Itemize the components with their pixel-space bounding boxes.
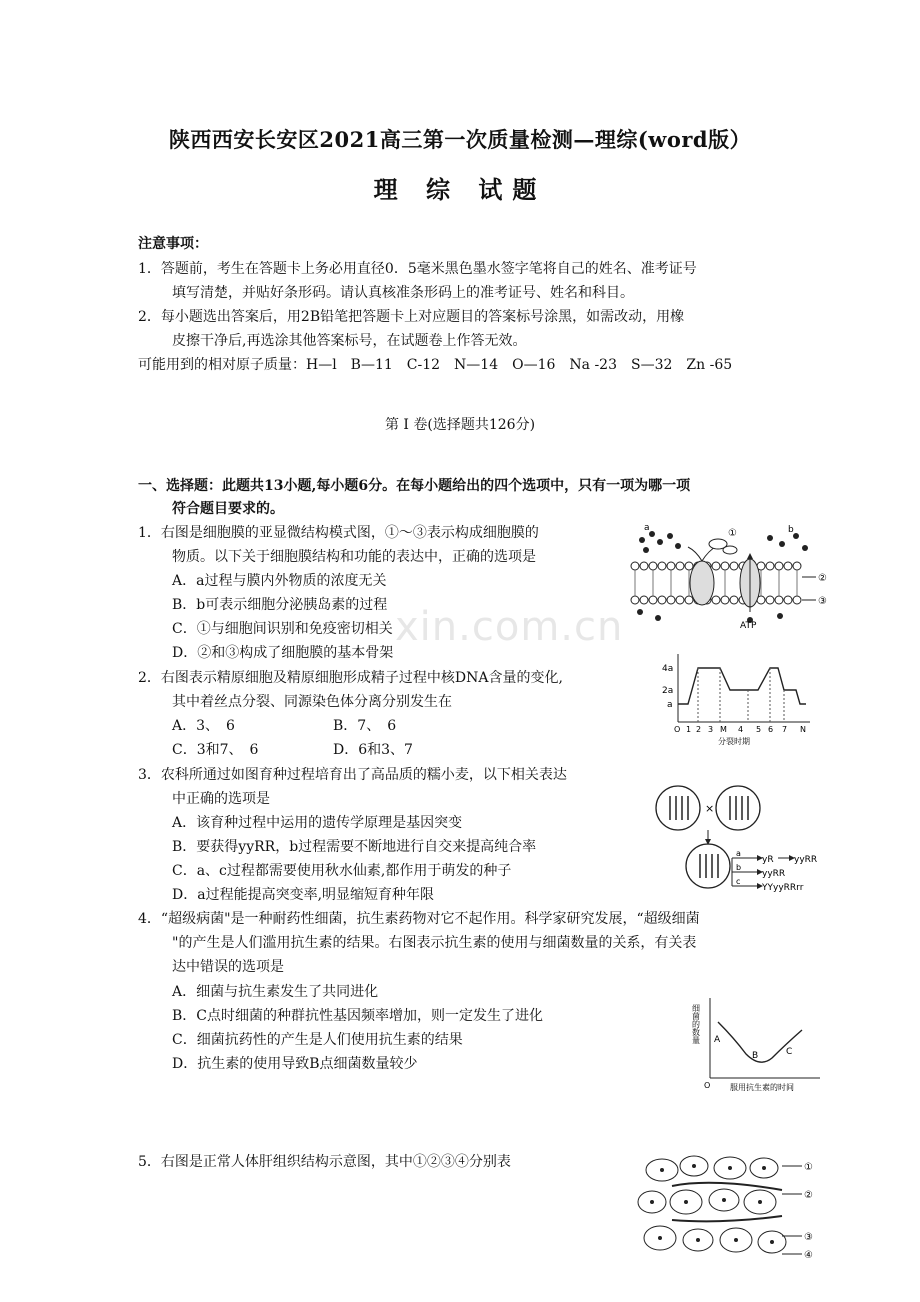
note-1-line-2: 填写清楚，并贴好条形码。请认真核准条形码上的准考证号、姓名和科目。 (172, 285, 634, 301)
q2-stem-line-1: 2．右图表示精原细胞及精原细胞形成精子过程中核DNA含量的变化, (138, 670, 563, 686)
q2-x-label-n: N (800, 725, 806, 734)
q4-x-axis-title: 服用抗生素的时间 (730, 1083, 794, 1092)
q3-stem-line-2: 中正确的选项是 (172, 791, 270, 807)
q1-option-a: A．a过程与膜内外物质的浓度无关 (172, 573, 387, 589)
note-2-line-2: 皮擦干净后,再选涂其他答案标号，在试题卷上作答无效。 (172, 333, 527, 349)
q1-option-b: B．b可表示细胞分泌胰岛素的过程 (172, 597, 388, 613)
q1-fig-label-3: ③ (818, 596, 827, 607)
q4-option-a: A．细菌与抗生素发生了共同进化 (172, 984, 379, 1000)
q1-fig-label-1: ① (728, 528, 737, 539)
q2-x-label-3: 3 (708, 725, 714, 734)
q5-label-4: ④ (804, 1250, 813, 1261)
q2-option-d: D．6和3、7 (333, 742, 413, 758)
q2-x-label-5: 5 (756, 725, 762, 734)
q1-option-d: D．②和③构成了细胞膜的基本骨架 (172, 645, 394, 661)
q4-point-a: A (714, 1035, 721, 1045)
q4-origin: O (704, 1081, 711, 1090)
q4-y-axis-title: 细菌的数量 (691, 1004, 701, 1044)
q1-stem-line-1: 1．右图是细胞膜的亚显微结构模式图，①～③表示构成细胞膜的 (138, 525, 539, 541)
q3-label-c: c (736, 877, 741, 886)
q3-label-yyyyrrrr: YYyyRRrr (762, 883, 804, 893)
q4-option-d: D．抗生素的使用导致B点细菌数量较少 (172, 1056, 418, 1072)
q5-label-3: ③ (804, 1232, 813, 1243)
q3-label-yyrr-a: yyRR (794, 855, 818, 865)
q1-stem-line-2: 物质。以下关于细胞膜结构和功能的表达中，正确的选项是 (172, 549, 536, 565)
q2-x-axis-title: 分裂时期 (718, 737, 750, 746)
q1-membrane-figure (630, 522, 830, 632)
q2-x-label-7: 7 (782, 725, 788, 734)
exam-subtitle: 理 综 试题 (373, 175, 547, 204)
q3-option-c: C．a、c过程都需要使用秋水仙素,都作用于萌发的种子 (172, 863, 512, 879)
q2-x-label-1: 1 (686, 725, 692, 734)
q3-option-b: B．要获得yyRR，b过程需要不断地进行自交来提高纯合率 (172, 839, 537, 855)
q3-breeding-figure (650, 778, 828, 898)
section-intro-line-2: 符合题目要求的。 (172, 501, 284, 517)
q4-point-b: B (752, 1051, 759, 1061)
q5-stem-line-1: 5．右图是正常人体肝组织结构示意图，其中①②③④分别表 (138, 1154, 511, 1170)
q5-liver-figure (632, 1150, 822, 1268)
q3-cross-symbol: × (705, 802, 715, 815)
watermark: xin.com.cn (395, 604, 624, 650)
q5-label-1: ① (804, 1162, 813, 1173)
q1-fig-label-a: a (644, 523, 650, 533)
exam-title: 陕西西安长安区2021高三第一次质量检测—理综(word版） (168, 127, 752, 152)
q1-fig-label-b: b (788, 525, 794, 535)
q2-y-label-a: a (667, 700, 673, 710)
q2-x-label-m: M (720, 725, 727, 734)
notes-heading: 注意事项： (138, 236, 208, 252)
q2-dna-chart (660, 650, 820, 748)
section-title: 第 Ⅰ 卷(选择题共126分) (384, 417, 536, 433)
note-2-line-1: 2．每小题选出答案后，用2B铅笔把答题卡上对应题目的答案标号涂黑，如需改动，用橡 (138, 309, 685, 325)
q3-stem-line-1: 3．农科所通过如图育种过程培育出了高品质的糯小麦，以下相关表达 (138, 767, 567, 783)
q2-x-label-2: 2 (696, 725, 702, 734)
q3-option-d: D．a过程能提高突变率,明显缩短育种年限 (172, 887, 435, 903)
q2-x-label-6: 6 (768, 725, 774, 734)
q2-dna-line (678, 668, 806, 704)
q3-label-b: b (736, 863, 742, 872)
q4-stem-line-3: 达中错误的选项是 (172, 959, 284, 975)
q3-label-yyrr-b: yyRR (762, 869, 786, 879)
q2-option-b: B．7、 6 (333, 718, 397, 734)
q1-option-c: C．①与细胞间识别和免疫密切相关 (172, 621, 393, 637)
q3-option-a: A．该育种过程中运用的遗传学原理是基因突变 (172, 815, 463, 831)
note-1-line-1: 1．答题前，考生在答题卡上务必用直径0．5毫米黑色墨水签字笔将自己的姓名、准考证号 (138, 261, 697, 277)
q4-point-c: C (786, 1047, 793, 1057)
q5-label-2: ② (804, 1190, 813, 1201)
q3-label-a: a (736, 849, 741, 858)
section-intro-line-1: 一、选择题：此题共13小题,每小题6分。在每小题给出的四个选项中，只有一项为哪一项 (138, 478, 691, 494)
q3-label-yr: yR (762, 855, 774, 865)
atomic-masses: 可能用到的相对原子质量：H—l B—11 C-12 N—14 O—16 Na -23 S—32 Zn -65 (138, 357, 733, 373)
q2-y-label-2a: 2a (662, 686, 674, 696)
q2-y-label-4a: 4a (662, 664, 674, 674)
q4-stem-line-2: "的产生是人们滥用抗生素的结果。右图表示抗生素的使用与细菌数量的关系，有关表 (172, 935, 697, 951)
q2-x-label-o: O (674, 725, 681, 734)
q4-option-b: B．C点时细菌的种群抗性基因频率增加，则一定发生了进化 (172, 1008, 543, 1024)
q4-option-c: C．细菌抗药性的产生是人们使用抗生素的结果 (172, 1032, 463, 1048)
q2-option-c: C．3和7、 6 (172, 742, 259, 758)
q2-x-label-4: 4 (738, 725, 744, 734)
q2-option-a: A．3、 6 (172, 718, 235, 734)
q2-stem-line-2: 其中着丝点分裂、同源染色体分离分别发生在 (172, 694, 452, 710)
q4-stem-line-1: 4．“超级病菌"是一种耐药性细菌，抗生素药物对它不起作用。科学家研究发展，“超级细菌 (138, 911, 700, 927)
q4-bacteria-chart (691, 994, 824, 1094)
q1-fig-label-atp: ATP (740, 621, 757, 631)
q1-fig-label-2: ② (818, 573, 827, 584)
